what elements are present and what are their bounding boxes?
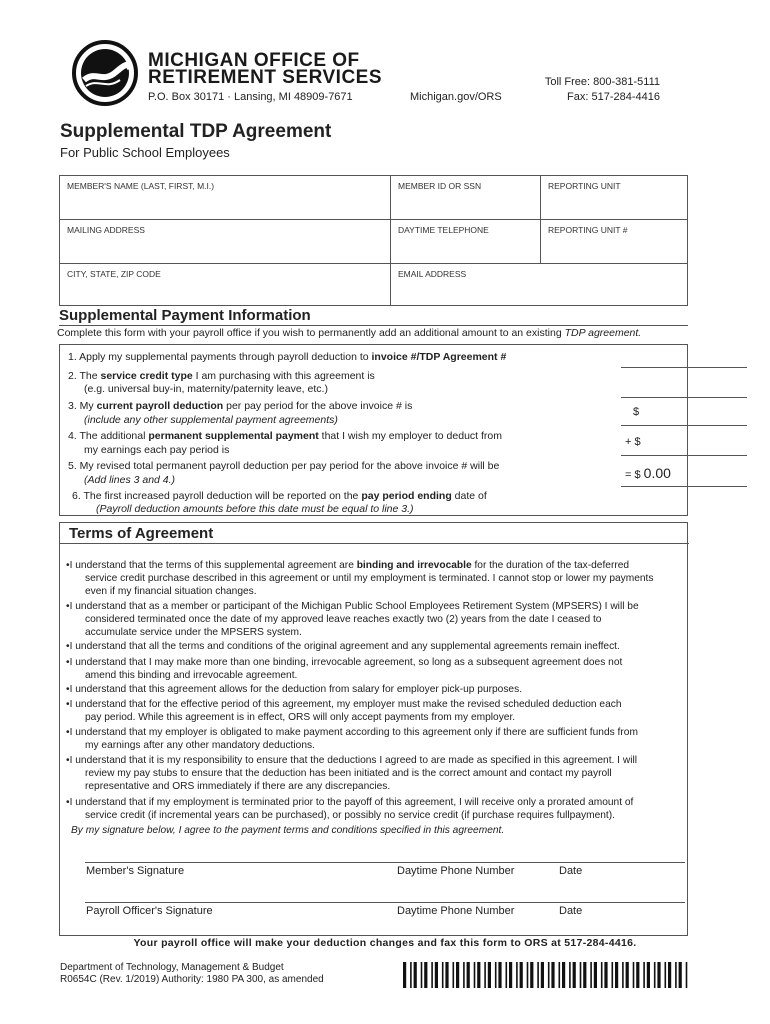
city-state-zip-label: CITY, STATE, ZIP CODE	[67, 269, 161, 279]
form-subtitle: For Public School Employees	[60, 145, 230, 160]
revised-total-prefix: = $	[625, 469, 641, 481]
barcode-bar	[551, 962, 554, 988]
name-field-label: MEMBER'S NAME (LAST, FIRST, M.I.)	[67, 181, 215, 191]
city-state-zip-field[interactable]	[60, 264, 391, 306]
barcode-bar	[594, 962, 597, 988]
org-name-line1: MICHIGAN OFFICE OF	[148, 50, 360, 71]
service-credit-type-input[interactable]	[621, 397, 747, 398]
barcode-bar	[403, 962, 406, 988]
current-deduction-input[interactable]	[621, 425, 747, 426]
term-mpsers: •I understand that as a member or participant of the Michigan Public School Employees Retirement System (MPSERS) I will be considered terminated once the date of my approved leave reaches exactly two (2) years from the date I ceased to accumulate service under the MPSERS system.	[66, 601, 639, 638]
barcode-bar	[686, 962, 688, 988]
barcode-bar	[541, 962, 544, 988]
term-text: amend this binding and irrevocable agreement.	[85, 670, 298, 681]
barcode-bar	[657, 962, 660, 988]
barcode-bar	[615, 962, 618, 988]
barcode-bar	[509, 962, 512, 988]
barcode-bar	[612, 962, 614, 988]
barcode-bar	[601, 962, 603, 988]
line-4-cont: my earnings each pay period is	[84, 444, 230, 456]
line-2	[68, 370, 375, 382]
term-original: •I understand that all the terms and conditions of the original agreement and any supplemental agreements remain ineffect.	[66, 641, 620, 652]
member-phone-label: Daytime Phone Number	[397, 865, 515, 877]
barcode-bar	[604, 962, 607, 988]
barcode-bar	[477, 962, 480, 988]
term-text: my earnings after any other mandatory deductions.	[85, 740, 315, 751]
line-1	[68, 351, 506, 363]
line-3-bold: current payroll deduction	[96, 400, 224, 412]
officer-signature-label: Payroll Officer's Signature	[86, 905, 213, 917]
term-text: representative and ORS immediately if there are any discrepancies.	[85, 781, 391, 792]
barcode-bar	[537, 962, 539, 988]
term-text: even if my financial situation changes.	[85, 586, 257, 597]
member-info-grid	[59, 175, 688, 306]
barcode-bar	[562, 962, 565, 988]
line-1-text: 1. Apply my supplemental payments through payroll deduction to	[68, 351, 372, 363]
barcode-bar	[495, 962, 497, 988]
member-signature-line[interactable]	[85, 862, 685, 863]
barcode-bar	[488, 962, 491, 988]
line-3-text-b: per pay period for the above invoice # is	[223, 400, 413, 412]
barcode-bar	[484, 962, 486, 988]
line-6-text-b: date of	[451, 490, 487, 502]
barcode-bar	[668, 962, 671, 988]
barcode-bar	[516, 962, 518, 988]
reporting-unit-field[interactable]	[541, 176, 688, 220]
barcode-bar	[626, 962, 629, 988]
line-3-text: 3. My	[68, 400, 97, 412]
barcode-bar	[590, 962, 592, 988]
reporting-unit-number-label: REPORTING UNIT #	[548, 225, 628, 235]
current-deduction-dollar: $	[633, 406, 640, 418]
line-2-text: 2. The	[68, 370, 101, 382]
member-id-field[interactable]	[391, 176, 541, 220]
additional-payment-input[interactable]	[621, 455, 747, 456]
term-text: accumulate service under the MPSERS system.	[85, 627, 302, 638]
org-name-line2: RETIREMENT SERVICES	[148, 67, 383, 88]
line-5: 5. My revised total permanent payroll deduction per pay period for the above invoice # will be	[68, 460, 500, 472]
form-title: Supplemental TDP Agreement	[60, 121, 332, 142]
line-6	[72, 490, 487, 502]
terms-divider	[60, 543, 689, 544]
terms-heading: Terms of Agreement	[69, 525, 214, 542]
name-field[interactable]	[60, 176, 391, 220]
barcode-bar	[498, 962, 501, 988]
line-1-bold: invoice #/TDP Agreement #	[371, 351, 507, 363]
payment-box	[59, 344, 688, 516]
form-revision: R0654C (Rev. 1/2019) Authority: 1980 PA 300, as amended	[60, 974, 324, 985]
line-2-example: (e.g. universal buy-in, maternity/paternity leave, etc.)	[84, 383, 328, 395]
term-responsibility: •I understand that it is my responsibility to ensure that the deductions I agreed to are made as specified in this agreement. I will review my pay stubs to ensure that the deduction has been initiated and is the correct amount and contact my payroll representative and ORS immediately if there are any discrepancies.	[66, 755, 637, 792]
line-5-note: (Add lines 3 and 4.)	[84, 474, 176, 486]
mailing-address-label: MAILING ADDRESS	[67, 225, 145, 235]
term-text: I understand that this agreement allows for the deduction from salary for employer pick-up purposes.	[69, 684, 523, 695]
reporting-unit-label: REPORTING UNIT	[548, 181, 621, 191]
barcode-bar	[414, 962, 417, 988]
barcode-bar	[636, 962, 639, 988]
line-6-bold: pay period ending	[361, 490, 452, 502]
barcode-bar	[424, 962, 427, 988]
email-label: EMAIL ADDRESS	[398, 269, 467, 279]
term-text: I understand that it is my responsibility to ensure that the deductions I agreed to are made as specified in this agreement. I will	[69, 755, 637, 766]
member-date-label: Date	[559, 865, 583, 877]
barcode-bar	[643, 962, 645, 988]
barcode-bar	[633, 962, 635, 988]
term-multiple: •I understand that I may make more than one binding, irrevocable agreement, so long as a subsequent agreement does not amend this binding and irrevocable agreement.	[66, 657, 623, 681]
barcode-bar	[506, 962, 508, 988]
term-bold: binding and irrevocable	[356, 560, 472, 571]
terms-box	[59, 522, 688, 936]
barcode-bar	[410, 962, 412, 988]
officer-signature-line[interactable]	[85, 902, 685, 903]
line-4	[68, 430, 502, 442]
officer-phone-label: Daytime Phone Number	[397, 905, 515, 917]
barcode-bar	[431, 962, 433, 988]
mors-logo-icon	[72, 40, 138, 106]
barcode-bar	[467, 962, 470, 988]
barcode-bar	[445, 962, 448, 988]
line-2-bold: service credit type	[100, 370, 193, 382]
line-3	[68, 400, 412, 412]
instruction-text-italic: TDP agreement.	[564, 327, 642, 339]
barcode-bar	[548, 962, 550, 988]
term-effective-period: •I understand that for the effective period of this agreement, my employer must make the revised scheduled deduction each pay period. While this agreement is in effect, ORS will only accept payments from my employer.	[66, 699, 622, 723]
member-id-label: MEMBER ID OR SSN	[398, 181, 482, 191]
revised-total	[625, 465, 671, 481]
line-2-text-b: I am purchasing with this agreement is	[192, 370, 375, 382]
term-text: service credit purchase described in this agreement or until my employment is terminated. I cannot stop or lower my payments	[85, 573, 654, 584]
term-text: I understand that if my employment is terminated prior to the payoff of this agreement, I will receive only a prorated amount of	[69, 797, 634, 808]
barcode-bar	[665, 962, 667, 988]
line-4-bold: permanent supplemental payment	[148, 430, 319, 442]
barcode-bar	[583, 962, 586, 988]
revised-total-value: 0.00	[643, 465, 671, 481]
line-6-text: 6. The first increased payroll deduction will be reported on the	[72, 490, 362, 502]
term-binding: •I understand that the terms of this supplemental agreement are binding and irrevocable for the duration of the tax-deferred service credit purchase described in this agreement or until my employment is terminated. I cannot stop or lower my payments even if my financial situation changes.	[66, 560, 654, 597]
daytime-phone-label: DAYTIME TELEPHONE	[398, 225, 489, 235]
barcode-bar	[442, 962, 444, 988]
term-text: for the duration of the tax-deferred	[471, 560, 630, 571]
term-text: pay period. While this agreement is in effect, ORS will only accept payments from my employer.	[85, 712, 516, 723]
payment-instruction	[57, 327, 641, 339]
barcode-bar	[453, 962, 455, 988]
barcode-bar	[421, 962, 423, 988]
line-6-note: (Payroll deduction amounts before this date must be equal to line 3.)	[96, 503, 414, 515]
barcode-bar	[559, 962, 561, 988]
department-name: Department of Technology, Management & Budget	[60, 962, 284, 973]
term-text: I understand that all the terms and conditions of the original agreement and any supplemental agreements remain ineffect.	[69, 641, 620, 652]
term-text: I understand that the terms of this supplemental agreement are	[69, 560, 357, 571]
term-text: I understand that as a member or participant of the Michigan Public School Employees Retirement System (MPSERS) I will be	[69, 601, 639, 612]
barcode-bar	[569, 962, 571, 988]
term-text: I understand that for the effective period of this agreement, my employer must make the revised scheduled deduction each	[69, 699, 622, 710]
term-pickup: •I understand that this agreement allows for the deduction from salary for employer pick-up purposes.	[66, 684, 523, 695]
barcode-bar	[527, 962, 529, 988]
term-text: considered terminated once the date of my approved leave reaches exactly two (2) years from the date I ceased to	[85, 614, 602, 625]
revised-total-line	[621, 486, 747, 487]
line-4-text: 4. The additional	[68, 430, 149, 442]
fax-number: Fax: 517-284-4416	[567, 91, 660, 103]
barcode-bar	[573, 962, 576, 988]
barcode-bar	[520, 962, 523, 988]
term-employer-obligation: •I understand that my employer is obligated to make payment according to this agreement only if there are sufficient funds from my earnings after any other mandatory deductions.	[66, 727, 638, 751]
term-text: review my pay stubs to ensure that the deduction has been initiated and is the correct amount and contact my payroll	[85, 768, 612, 779]
barcode-bar	[654, 962, 656, 988]
line-4-text-b: that I wish my employer to deduct from	[318, 430, 502, 442]
term-text: I understand that I may make more than one binding, irrevocable agreement, so long as a subsequent agreement does not	[69, 657, 623, 668]
toll-free-number: Toll Free: 800-381-5111	[544, 76, 660, 88]
invoice-number-input[interactable]	[621, 367, 747, 368]
barcode-bar	[622, 962, 624, 988]
barcode-bar	[463, 962, 465, 988]
email-field[interactable]	[391, 264, 688, 306]
barcode-bar	[435, 962, 438, 988]
additional-payment-dollar: + $	[625, 436, 641, 448]
barcode-bar	[474, 962, 476, 988]
barcode-bar	[675, 962, 677, 988]
section-divider	[59, 325, 688, 326]
term-termination: •I understand that if my employment is terminated prior to the payoff of this agreement, I will receive only a prorated amount of service credit (if incremental years can be purchased), or possibly no service credit (if purchase requires fullpayment).	[66, 797, 634, 821]
term-text: service credit (if incremental years can be purchased), or possibly no service credit (if purchase requires fullpayment).	[85, 810, 615, 821]
barcode-bar	[530, 962, 533, 988]
org-website: Michigan.gov/ORS	[410, 91, 502, 103]
daytime-phone-field[interactable]	[391, 220, 541, 264]
officer-date-label: Date	[559, 905, 583, 917]
instruction-text: Complete this form with your payroll office if you wish to permanently add an additional amount to an existing	[57, 327, 565, 339]
term-text: I understand that my employer is obligated to make payment according to this agreement only if there are sufficient funds from	[69, 727, 638, 738]
barcode-bar	[456, 962, 459, 988]
footer-department	[60, 962, 324, 986]
org-address: P.O. Box 30171 · Lansing, MI 48909-7671	[148, 91, 353, 103]
member-signature-label: Member's Signature	[86, 865, 185, 877]
barcode-icon	[403, 962, 690, 988]
payment-section-heading: Supplemental Payment Information	[59, 307, 311, 324]
fax-instruction: Your payroll office will make your deduction changes and fax this form to ORS at 517-284-4416.	[133, 937, 637, 949]
signature-agreement: By my signature below, I agree to the payment terms and conditions specified in this agreement.	[71, 825, 505, 836]
barcode-bar	[679, 962, 682, 988]
reporting-unit-number-field[interactable]	[541, 220, 688, 264]
barcode-bar	[580, 962, 582, 988]
line-3-note: (include any other supplemental payment agreements)	[84, 414, 338, 426]
barcode-bar	[647, 962, 650, 988]
mailing-address-field[interactable]	[60, 220, 391, 264]
